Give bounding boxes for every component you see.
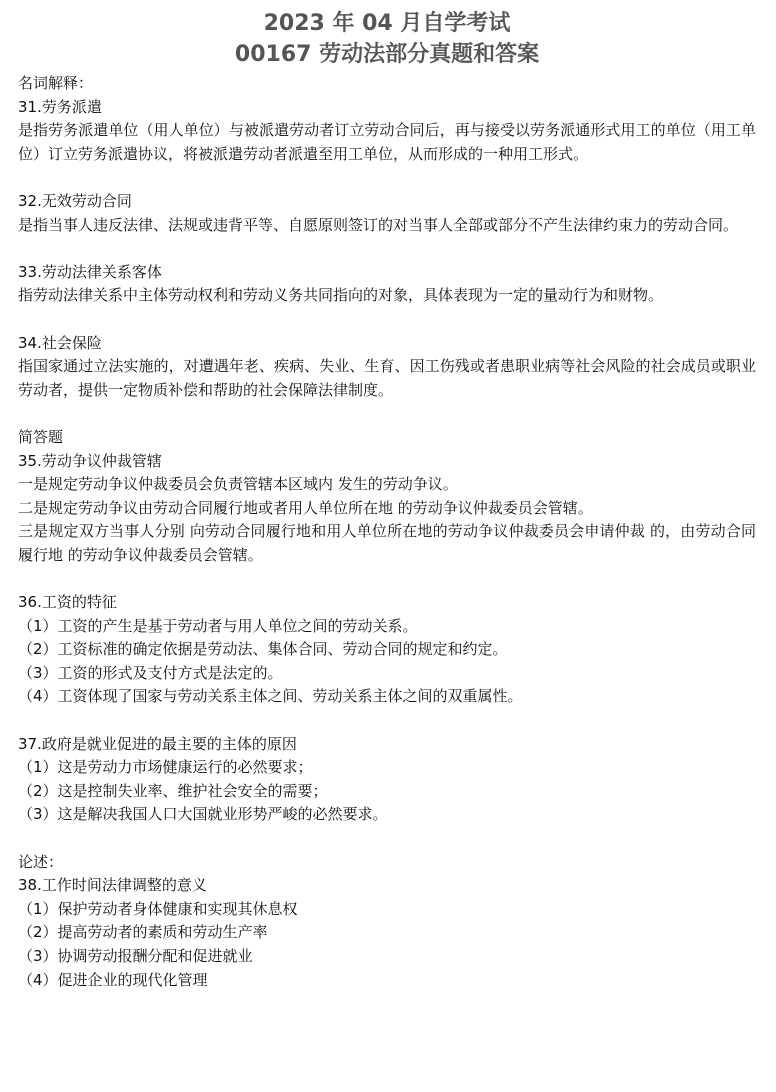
question-37-item: （2）这是控制失业率、维护社会安全的需要； bbox=[18, 781, 328, 800]
section-heading-short-answers: 简答题 bbox=[18, 427, 64, 446]
title-line-2: 00167 劳动法部分真题和答案 bbox=[234, 42, 540, 67]
document-title bbox=[18, 8, 756, 70]
question-36-item: （3）工资的形式及支付方式是法定的。 bbox=[18, 663, 283, 682]
question-36-item: （4）工资体现了国家与劳动关系主体之间、劳动关系主体之间的双重属性。 bbox=[18, 687, 523, 706]
question-32-title: 32.无效劳动合同 bbox=[18, 191, 132, 210]
question-32-answer: 是指当事人违反法律、法规或违背平等、自愿原则签订的对当事人全部或部分不产生法律约束力的劳动合同。 bbox=[18, 215, 739, 234]
spacer bbox=[18, 402, 756, 426]
question-38-item: （1）保护劳动者身体健康和实现其休息权 bbox=[18, 899, 298, 918]
question-36-item: （2）工资标准的确定依据是劳动法、集体合同、劳动合同的规定和约定。 bbox=[18, 640, 508, 659]
question-38-item: （4）促进企业的现代化管理 bbox=[18, 970, 208, 989]
question-38-item: （3）协调劳动报酬分配和促进就业 bbox=[18, 946, 253, 965]
spacer bbox=[18, 827, 756, 851]
question-38-title: 38.工作时间法律调整的意义 bbox=[18, 876, 207, 895]
question-35-title: 35.劳动争议仲裁管辖 bbox=[18, 451, 162, 470]
question-31-answer: 是指劳务派遣单位（用人单位）与被派遣劳动者订立劳动合同后，再与接受以劳务派通形式用工的单位（用工单位）订立劳务派遣协议，将被派遣劳动者派遣至用工单位，从而形成的一种用工形式。 bbox=[18, 121, 756, 163]
question-35-item: 二是规定劳动争议由劳动合同履行地或者用人单位所在地 的劳动争议仲裁委员会管辖。 bbox=[18, 498, 593, 517]
title-line-1: 2023 年 04 月自学考试 bbox=[263, 11, 511, 36]
question-35-item: 一是规定劳动争议仲裁委员会负责管辖本区域内 发生的劳动争议。 bbox=[18, 475, 458, 494]
spacer bbox=[18, 709, 756, 733]
question-37-title: 37.政府是就业促进的最主要的主体的原因 bbox=[18, 734, 297, 753]
question-34-answer: 指国家通过立法实施的，对遭遇年老、疾病、失业、生育、因工伤残或者患职业病等社会风险的社会成员或职业劳动者，提供一定物质补偿和帮助的社会保障法律制度。 bbox=[18, 357, 756, 399]
question-35-item: 三是规定双方当事人分别 向劳动合同履行地和用人单位所在地的劳动争议仲裁委员会申请仲裁 的，由劳动合同履行地 的劳动争议仲裁委员会管辖。 bbox=[18, 522, 756, 564]
spacer bbox=[18, 166, 756, 190]
question-37-item: （3）这是解决我国人口大国就业形势严峻的必然要求。 bbox=[18, 805, 388, 824]
section-heading-definitions: 名词解释： bbox=[18, 74, 94, 92]
question-31-title: 31.劳务派遣 bbox=[18, 97, 102, 116]
question-37-item: （1）这是劳动力市场健康运行的必然要求； bbox=[18, 758, 313, 777]
spacer bbox=[18, 237, 756, 261]
spacer bbox=[18, 308, 756, 332]
question-38-item: （2）提高劳动者的素质和劳动生产率 bbox=[18, 923, 268, 942]
spacer bbox=[18, 567, 756, 591]
question-36-item: （1）工资的产生是基于劳动者与用人单位之间的劳动关系。 bbox=[18, 616, 418, 635]
document-body bbox=[18, 72, 756, 992]
question-33-answer: 指劳动法律关系中主体劳动权利和劳动义务共同指向的对象，具体表现为一定的量动行为和财物。 bbox=[18, 286, 664, 305]
question-34-title: 34.社会保险 bbox=[18, 333, 102, 352]
section-heading-essay: 论述： bbox=[18, 852, 64, 871]
question-36-title: 36.工资的特征 bbox=[18, 593, 117, 612]
question-33-title: 33.劳动法律关系客体 bbox=[18, 262, 162, 281]
